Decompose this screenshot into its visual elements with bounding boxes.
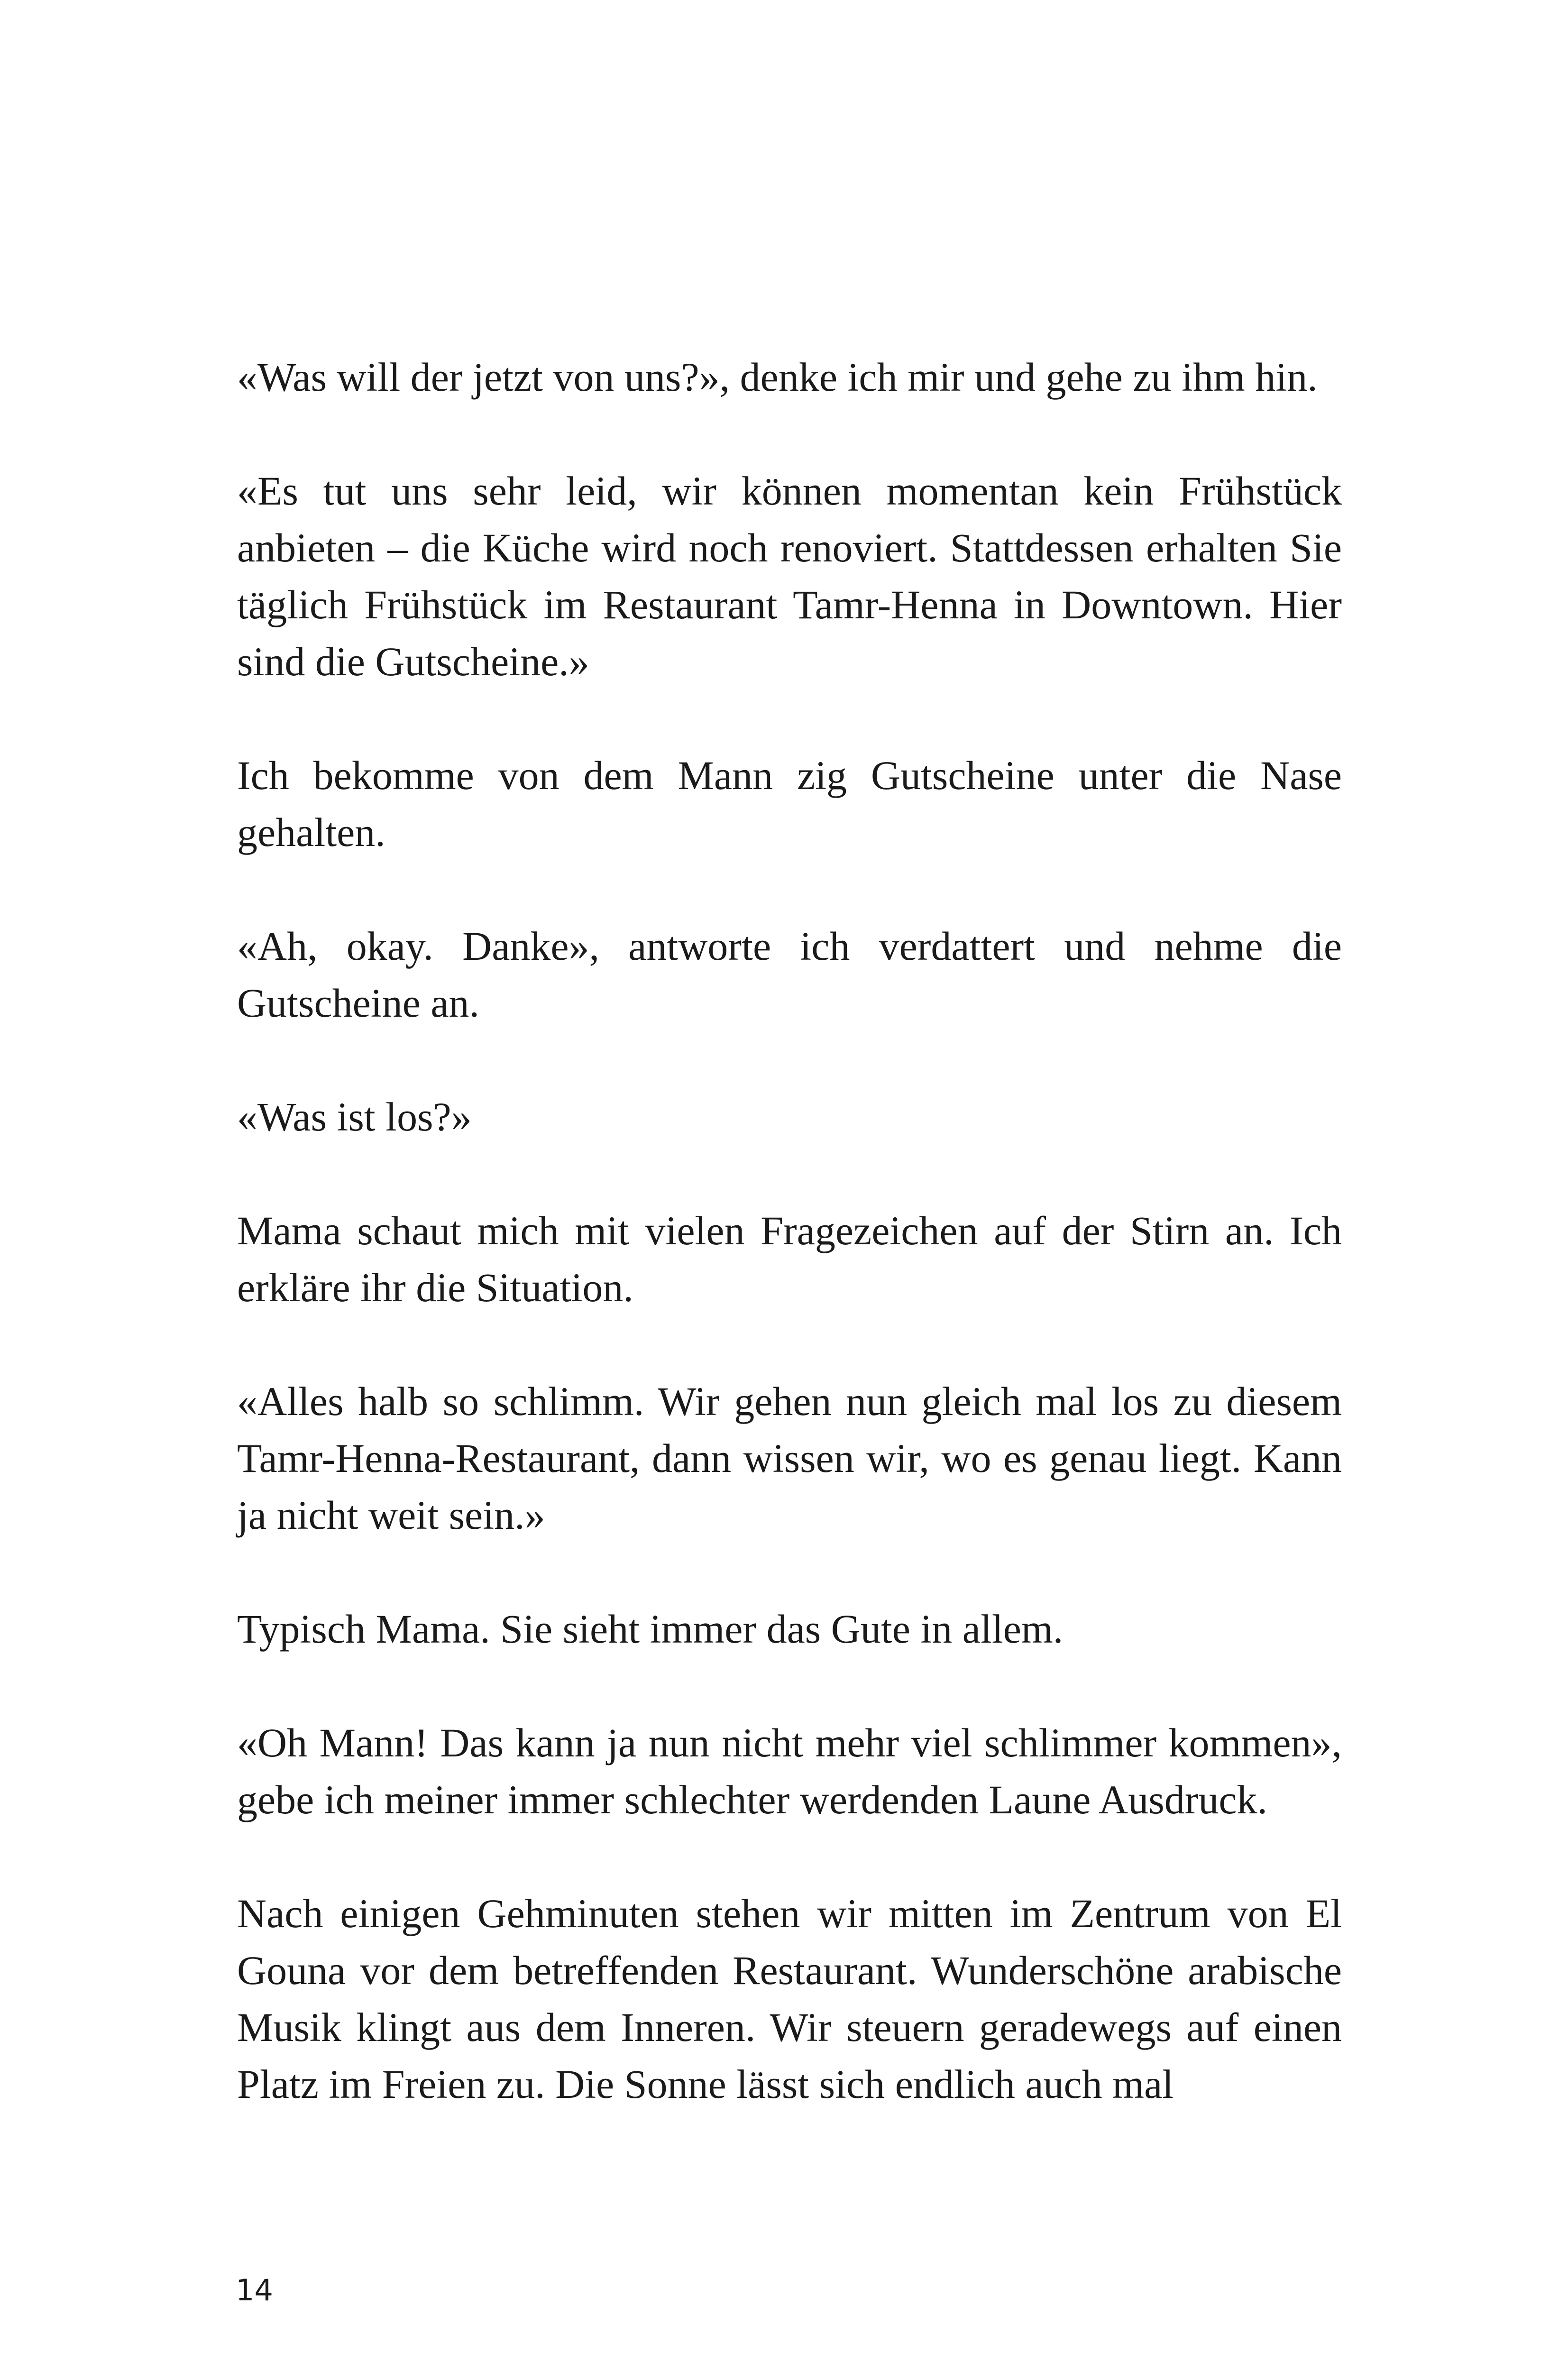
paragraph: «Alles halb so schlimm. Wir gehen nun gleich mal los zu diesem Tamr-Henna-Restaurant, dann wissen wir, wo es genau liegt. Kann ja nicht weit sein.» — [237, 1378, 1342, 1538]
body-text — [237, 349, 1342, 2113]
paragraph: «Ah, okay. Danke», antworte ich verdattert und nehme die Gutscheine an. — [237, 923, 1342, 1026]
paragraph: Ich bekomme von dem Mann zig Gutscheine unter die Nase gehalten. — [237, 753, 1342, 855]
paragraph: «Was ist los?» — [237, 1094, 472, 1140]
paragraph: «Es tut uns sehr leid, wir können momentan kein Frühstück anbieten – die Küche wird noch renoviert. Stattdessen erhalten Sie täglich Frühstück im Restaurant Tamr-Henna in Downtown. Hier sind die Gutscheine.» — [237, 468, 1342, 684]
paragraph: Typisch Mama. Sie sieht immer das Gute in allem. — [237, 1606, 1064, 1652]
page-number: 14 — [236, 2273, 273, 2307]
paragraph: «Was will der jetzt von uns?», denke ich mir und gehe zu ihm hin. — [237, 354, 1318, 400]
paragraph: Mama schaut mich mit vielen Fragezeichen auf der Stirn an. Ich erkläre ihr die Situation. — [237, 1208, 1342, 1310]
paragraph: Nach einigen Gehminuten stehen wir mitten im Zentrum von El Gouna vor dem betreffenden Restaurant. Wunderschöne arabische Musik klingt aus dem Inneren. Wir steuern geradewegs auf einen Platz im Freien zu. Die Sonne lässt sich endlich auch mal — [237, 1891, 1342, 2107]
paragraph: «Oh Mann! Das kann ja nun nicht mehr viel schlimmer kommen», gebe ich meiner immer schlechter werdenden Laune Ausdruck. — [237, 1720, 1342, 1822]
